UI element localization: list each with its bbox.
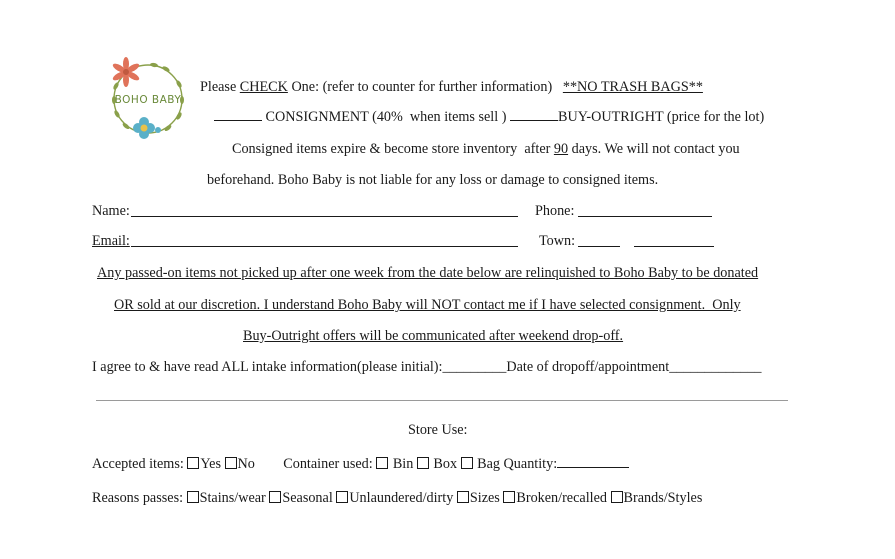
boho-baby-logo (106, 56, 190, 142)
phone-label: Phone: (535, 203, 575, 219)
store-use-title: Store Use: (408, 422, 468, 438)
accepted-line: Accepted items: Yes No Container used: Bin Box Bag Quantity: (92, 455, 629, 473)
no-checkbox[interactable] (225, 457, 237, 469)
date-field[interactable]: _____________ (669, 359, 762, 375)
consignment-checkline[interactable] (214, 108, 262, 121)
bin-checkbox[interactable] (376, 457, 388, 469)
buyout-checkline[interactable] (510, 108, 558, 121)
brands-checkbox[interactable] (611, 491, 623, 503)
expire-days: 90 (553, 141, 569, 157)
town-label: Town: (539, 233, 576, 249)
expire-line-2: beforehand. Boho Baby is not liable for any loss or damage to consigned items. (207, 172, 659, 188)
policy-line-1: Any passed-on items not picked up after one week from the date below are relinquished to Boho Baby to be donated (97, 265, 759, 281)
policy-line-3: Buy-Outright offers will be communicated after weekend drop-off. (243, 328, 624, 344)
no-trash-bags: **NO TRASH BAGS** (562, 79, 703, 95)
email-field[interactable] (131, 234, 518, 247)
agree-line: I agree to & have read ALL intake information(please initial):_________Date of dropoff/appointment_____________ (92, 359, 762, 375)
stains-checkbox[interactable] (187, 491, 199, 503)
expire-line-1: Consigned items expire & become store inventory after 90 days. We will not contact you (232, 141, 740, 157)
check-instruction: Please CHECK One: (refer to counter for further information) **NO TRASH BAGS** (200, 79, 703, 95)
name-label: Name: (92, 203, 130, 219)
initial-field[interactable]: _________ (442, 359, 507, 375)
yes-checkbox[interactable] (187, 457, 199, 469)
check-word: CHECK (239, 79, 288, 95)
reasons-line: Reasons passes: Stains/wear Seasonal Unlaundered/dirty Sizes Broken/recalled Brands/Styles (92, 490, 703, 506)
broken-checkbox[interactable] (503, 491, 515, 503)
buyout-option: BUY-OUTRIGHT (price for the lot) (558, 109, 765, 125)
consignment-option: CONSIGNMENT (40% when items sell ) (262, 109, 507, 125)
option-line (214, 108, 764, 126)
seasonal-checkbox[interactable] (269, 491, 281, 503)
separator (96, 400, 788, 401)
phone-field[interactable] (578, 204, 712, 217)
box-checkbox[interactable] (417, 457, 429, 469)
sizes-checkbox[interactable] (457, 491, 469, 503)
policy-line-2: OR sold at our discretion. I understand Boho Baby will NOT contact me if I have selected consignment. Only (114, 297, 741, 313)
bag-checkbox[interactable] (461, 457, 473, 469)
email-label: Email: (92, 233, 130, 249)
bag-quantity-field[interactable] (557, 455, 629, 468)
logo-text: BOHO BABY (114, 94, 182, 106)
name-field[interactable] (131, 204, 518, 217)
unlaundered-checkbox[interactable] (336, 491, 348, 503)
town-field-a[interactable] (578, 234, 620, 247)
town-field-b[interactable] (634, 234, 714, 247)
